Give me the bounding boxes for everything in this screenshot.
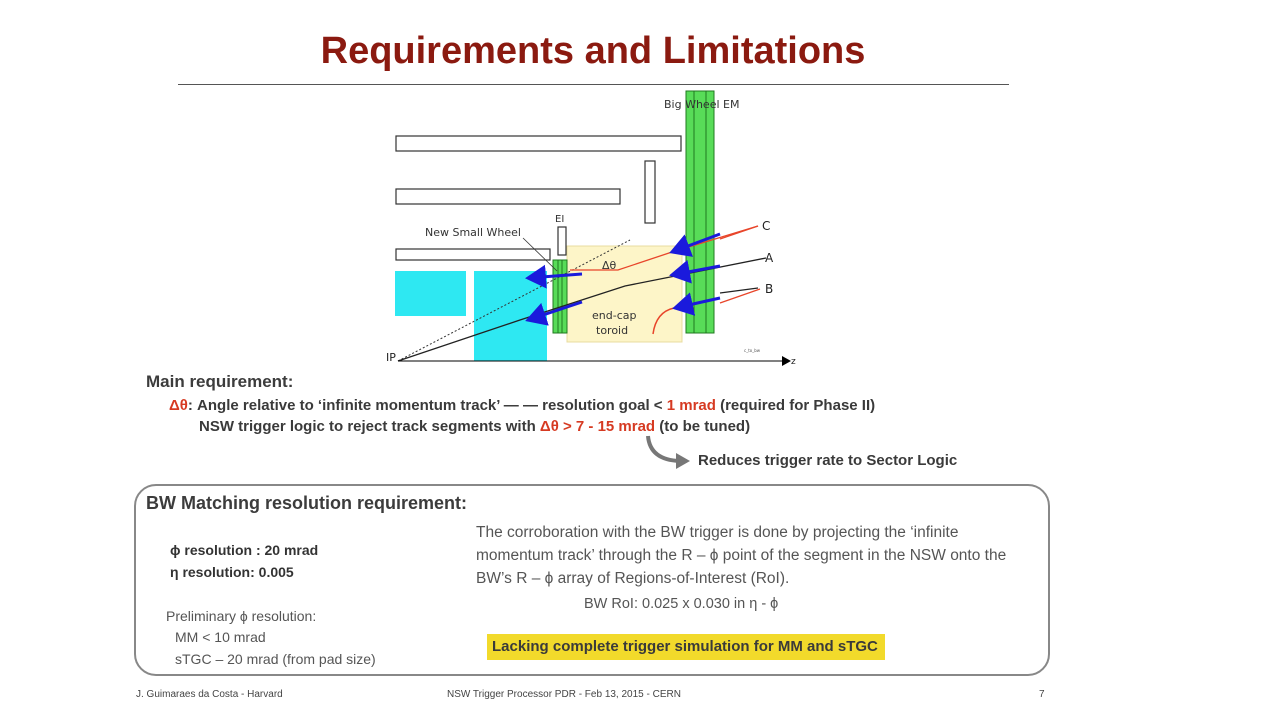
bw-matching-title: BW Matching resolution requirement: bbox=[146, 493, 468, 513]
ei-label: EI bbox=[555, 214, 565, 225]
big-wheel-label: Big Wheel EM bbox=[664, 98, 740, 111]
new-small-wheel bbox=[553, 260, 567, 333]
endcap-label-2: toroid bbox=[596, 324, 629, 337]
lacking-simulation-highlight: Lacking complete trigger simulation for MM and sTGC bbox=[487, 634, 885, 660]
phi-resolution: ϕ resolution : 20 mrad bbox=[170, 542, 319, 558]
chamber-lower bbox=[396, 249, 550, 260]
eta-resolution: η resolution: 0.005 bbox=[170, 564, 294, 580]
chamber-vertical bbox=[645, 161, 655, 223]
line1-value: 1 mrad bbox=[666, 397, 716, 414]
track-b-label: B bbox=[765, 282, 774, 296]
big-wheel-em bbox=[686, 91, 714, 333]
footer-page-number: 7 bbox=[1039, 689, 1045, 700]
line2-value: Δθ > 7 - 15 mrad bbox=[539, 418, 656, 435]
chamber-top bbox=[396, 136, 681, 151]
dtheta-symbol: Δθ bbox=[169, 397, 188, 414]
track-c-label: C bbox=[762, 219, 771, 233]
ei-chamber bbox=[558, 227, 566, 255]
requirement-line-1 bbox=[169, 397, 875, 414]
footer-event: NSW Trigger Processor PDR - Feb 13, 2015 - CERN bbox=[447, 689, 681, 700]
line1-tail: (required for Phase II) bbox=[715, 397, 876, 414]
footer-author: J. Guimaraes da Costa - Harvard bbox=[136, 689, 283, 700]
line2-tail: (to be tuned) bbox=[655, 418, 751, 435]
title-divider bbox=[178, 84, 1009, 85]
line2-text: NSW trigger logic to reject track segments with bbox=[199, 418, 540, 435]
preliminary-heading: Preliminary ϕ resolution: bbox=[166, 608, 317, 624]
main-requirement-heading: Main requirement: bbox=[146, 372, 294, 391]
slide-title: Requirements and Limitations bbox=[320, 30, 866, 72]
detector-diagram bbox=[370, 88, 830, 370]
z-axis-label: z bbox=[791, 357, 796, 367]
preliminary-stgc: sTGC – 20 mrad (from pad size) bbox=[175, 651, 376, 667]
preliminary-mm: MM < 10 mrad bbox=[175, 629, 266, 645]
nsw-block-left bbox=[395, 271, 466, 316]
curved-arrow-icon bbox=[640, 432, 696, 472]
bw-roi-size: BW RoI: 0.025 x 0.030 in η - ϕ bbox=[584, 596, 779, 612]
delta-theta-label: Δθ bbox=[602, 259, 617, 272]
chamber-middle bbox=[396, 189, 620, 204]
track-a-label: A bbox=[765, 251, 774, 265]
ip-label: IP bbox=[386, 351, 396, 364]
nsw-label: New Small Wheel bbox=[425, 226, 521, 239]
tiny-label: c_to_bw bbox=[744, 348, 761, 353]
corroboration-text: The corroboration with the BW trigger is done by projecting the ‘infinite momentum track’ through the R – ϕ point of the segment in the NSW onto the BW’s R – ϕ array of Regions-of-Interest (RoI). bbox=[476, 524, 1007, 587]
line1-text: : Angle relative to ‘infinite momentum track’ — — resolution goal < bbox=[187, 397, 667, 414]
endcap-label-1: end-cap bbox=[592, 309, 637, 322]
reduces-rate-note: Reduces trigger rate to Sector Logic bbox=[698, 452, 958, 469]
